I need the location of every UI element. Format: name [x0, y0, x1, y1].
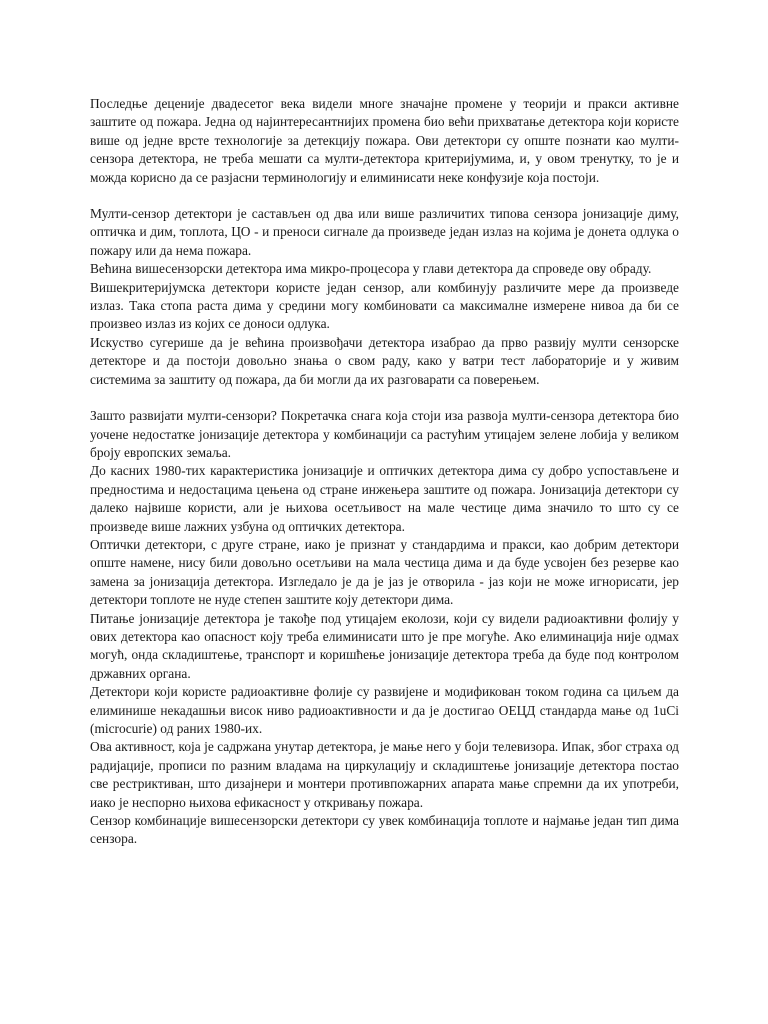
paragraph-1980s-characteristics: До касних 1980-тих карактеристика јонизације и оптичких детектора дима су добро успостављене и предностима и недостацима цењена од стране инжењера заштите од пожара. Јонизација детектори су далеко највише користи, али је њихова осетљивост на мале честице дима значило то што су се произведе више лажних узбуна од оптичких детектора. [90, 463, 679, 534]
paragraph-microprocessor: Већина вишесензорски детектора има микро-процесора у глави детектора да спроведе ову обраду. [90, 261, 652, 277]
paragraph-multi-sensor-definition: Мулти-сензор детектори је састављен од два или више различитих типова сензора јонизације диму, оптичка и дим, топлота, ЦО - и преноси сигнале да произведе један излаз на којима је донета одлука о пожару или да нема пожара. [90, 206, 679, 258]
paragraph-why-multi-sensors: Зашто развијати мулти-сензори? Покретачка снага која стоји иза развоја мулти-сензора детектора био уочене недостатке јонизације детектора у комбинацији са растућим утицајем зелене лобија у великом броју европских земаља. [90, 408, 679, 460]
paragraph-activity-regulations: Ова активност, која је садржана унутар детектора, је мање него у боји телевизора. Ипак, због страха од радијације, прописи по разним владама на циркулацију и складиштење јонизације детектора постао све рестриктиван, што дизајнери и монтери противпожарних апарата мање спремни да их употреби, иако је неспорно њихова ефикасност у откривању пожара. [90, 739, 679, 810]
paragraph-gap [90, 187, 679, 205]
paragraph-gap [90, 389, 679, 407]
paragraph-experience: Искуство сугерише да је већина произвођачи детектора изабрао да прво развију мулти сензорске детекторе и да постоји довољно знања о свом раду, како у ватри тест лабораторије и у живим системима за заштиту од пожара, да би могли да их разговарати са поверењем. [90, 334, 679, 387]
paragraph-intro: Последње деценије двадесетог века видели многе значајне промене у теорији и пракси активне заштите од пожара. Једна од најинтересантнијих промена био већи прихватање детектора који користе више од једне врсте технологије за детекцију пожара. Ови детектори су опште познати као мулти-сензора детектора, не треба мешати са мулти-детектора критеријумима, и, у овом тренутку, то је и можда корисно да се разјасни терминологију и елиминисати неке конфузије која постоји. [90, 96, 679, 185]
paragraph-multi-criteria: Вишекритеријумска детектори користе један сензор, али комбинују различите мере да произведе излаз. Така стопа раста дима у средини могу комбиновати са максималне измерене нивоа да би се произвео излаз из којих се доноси одлука. [90, 279, 679, 332]
paragraph-ionization-ecology: Питање јонизације детектора је такође под утицајем еколози, који су видели радиоактивни фолију у ових детектора као опасност коју треба елиминисати што је пре могуће. Ако елиминација није одмах могућ, онда складиштење, транспорт и коришћење јонизације детектора треба да буде под контролом државних органа. [90, 610, 679, 681]
paragraph-optical-detectors: Оптички детектори, с друге стране, иако је признат у стандардима и пракси, као добрим детектори опште намене, нису били довољно осетљиви на мала честица дима и да буде усвојен без резерве као замена за јонизација детектора. Изгледало је да је јаз је отворила - јаз који не може игнорисати, јер детектори топлоте не нуде степен заштите коју детектори дима. [90, 536, 679, 608]
paragraph-sensor-combinations: Сензор комбинације вишесензорски детектори су увек комбинација топлоте и најмање један тип дима сензора. [90, 813, 679, 847]
document-body [90, 95, 679, 849]
paragraph-radioactive-foils: Детектори који користе радиоактивне фолије су развијене и модификован током година са циљем да елиминише некадашњи висок ниво радиоактивности и да је достигао ОЕЦД стандарда мање од 1uCi (microcurie) од раних 1980-их. [90, 684, 679, 736]
